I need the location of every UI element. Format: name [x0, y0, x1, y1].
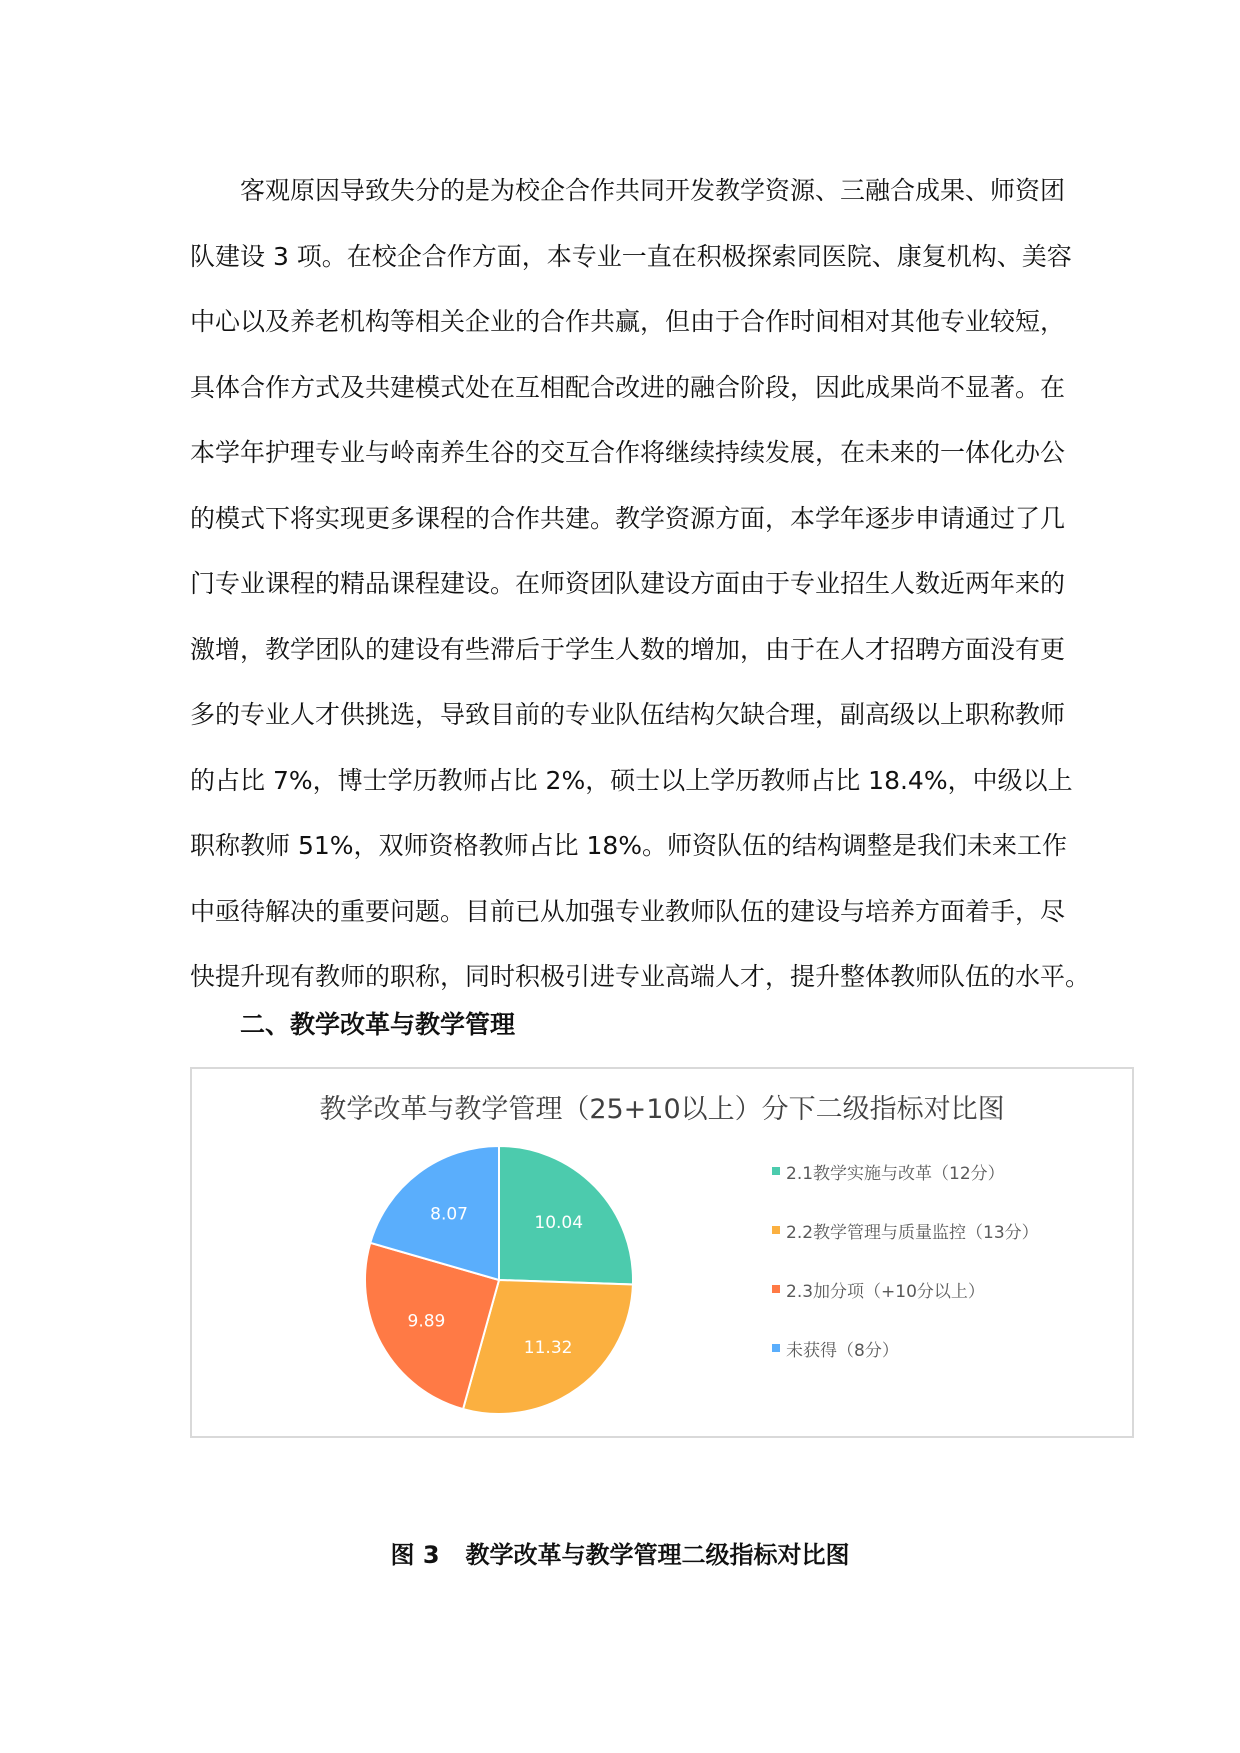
paragraph-line: 门专业课程的精品课程建设。在师资团队建设方面由于专业招生人数近两年来的 — [190, 569, 1066, 598]
paragraph-line: 激增，教学团队的建设有些滞后于学生人数的增加，由于在人才招聘方面没有更 — [190, 634, 1066, 664]
legend-item — [772, 1159, 1039, 1218]
legend-item — [772, 1277, 1039, 1336]
paragraph-line: 队建设 3 项。在校企合作方面，本专业一直在积极探索同医院、康复机构、美容 — [190, 241, 1072, 271]
legend-swatch — [772, 1167, 780, 1175]
legend-item — [772, 1336, 1039, 1395]
paragraph-line: 客观原因导致失分的是为校企合作共同开发教学资源、三融合成果、师资团 — [240, 176, 1066, 205]
legend-label: 2.3加分项（+10分以上） — [786, 1282, 985, 1302]
figure-number: 图 3 — [390, 1541, 440, 1569]
figure-caption — [0, 1535, 1240, 1570]
chart-legend — [772, 1159, 1039, 1395]
body-paragraph — [190, 158, 1091, 1010]
pie-data-label: 9.89 — [407, 1311, 446, 1332]
pie-data-label: 10.04 — [534, 1213, 584, 1234]
paragraph-line: 多的专业人才供挑选，导致目前的专业队伍结构欠缺合理，副高级以上职称教师 — [190, 700, 1066, 729]
legend-item — [772, 1218, 1039, 1277]
pie-data-label: 11.32 — [523, 1337, 573, 1358]
legend-label: 2.1教学实施与改革（12分） — [786, 1164, 1005, 1184]
figure-caption-text: 教学改革与教学管理二级指标对比图 — [465, 1541, 850, 1569]
legend-label: 未获得（8分） — [786, 1341, 899, 1361]
legend-swatch — [772, 1344, 780, 1352]
legend-swatch — [772, 1285, 780, 1293]
pie-chart-figure — [190, 1067, 1134, 1438]
paragraph-line: 的模式下将实现更多课程的合作共建。教学资源方面，本学年逐步申请通过了几 — [190, 503, 1066, 533]
paragraph-line: 职称教师 51%，双师资格教师占比 18%。师资队伍的结构调整是我们未来工作 — [190, 831, 1068, 860]
chart-title: 教学改革与教学管理（25+10以上）分下二级指标对比图 — [319, 1094, 1005, 1125]
paragraph-line: 中亟待解决的重要问题。目前已从加强专业教师队伍的建设与培养方面着手，尽 — [190, 896, 1066, 926]
paragraph-line: 本学年护理专业与岭南养生谷的交互合作将继续持续发展，在未来的一体化办公 — [190, 438, 1066, 467]
pie-data-label: 8.07 — [430, 1204, 468, 1225]
paragraph-line: 具体合作方式及共建模式处在互相配合改进的融合阶段，因此成果尚不显著。在 — [190, 372, 1066, 402]
paragraph-line: 快提升现有教师的职称，同时积极引进专业高端人才，提升整体教师队伍的水平。 — [190, 962, 1091, 991]
legend-swatch — [772, 1226, 780, 1234]
legend-label: 2.2教学管理与质量监控（13分） — [786, 1223, 1039, 1243]
paragraph-line: 的占比 7%，博士学历教师占比 2%，硕士以上学历教师占比 18.4%，中级以上 — [190, 765, 1073, 795]
paragraph-line: 中心以及养老机构等相关企业的合作共赢，但由于合作时间相对其他专业较短， — [190, 307, 1066, 336]
section-heading: 二、教学改革与教学管理 — [240, 1010, 516, 1039]
